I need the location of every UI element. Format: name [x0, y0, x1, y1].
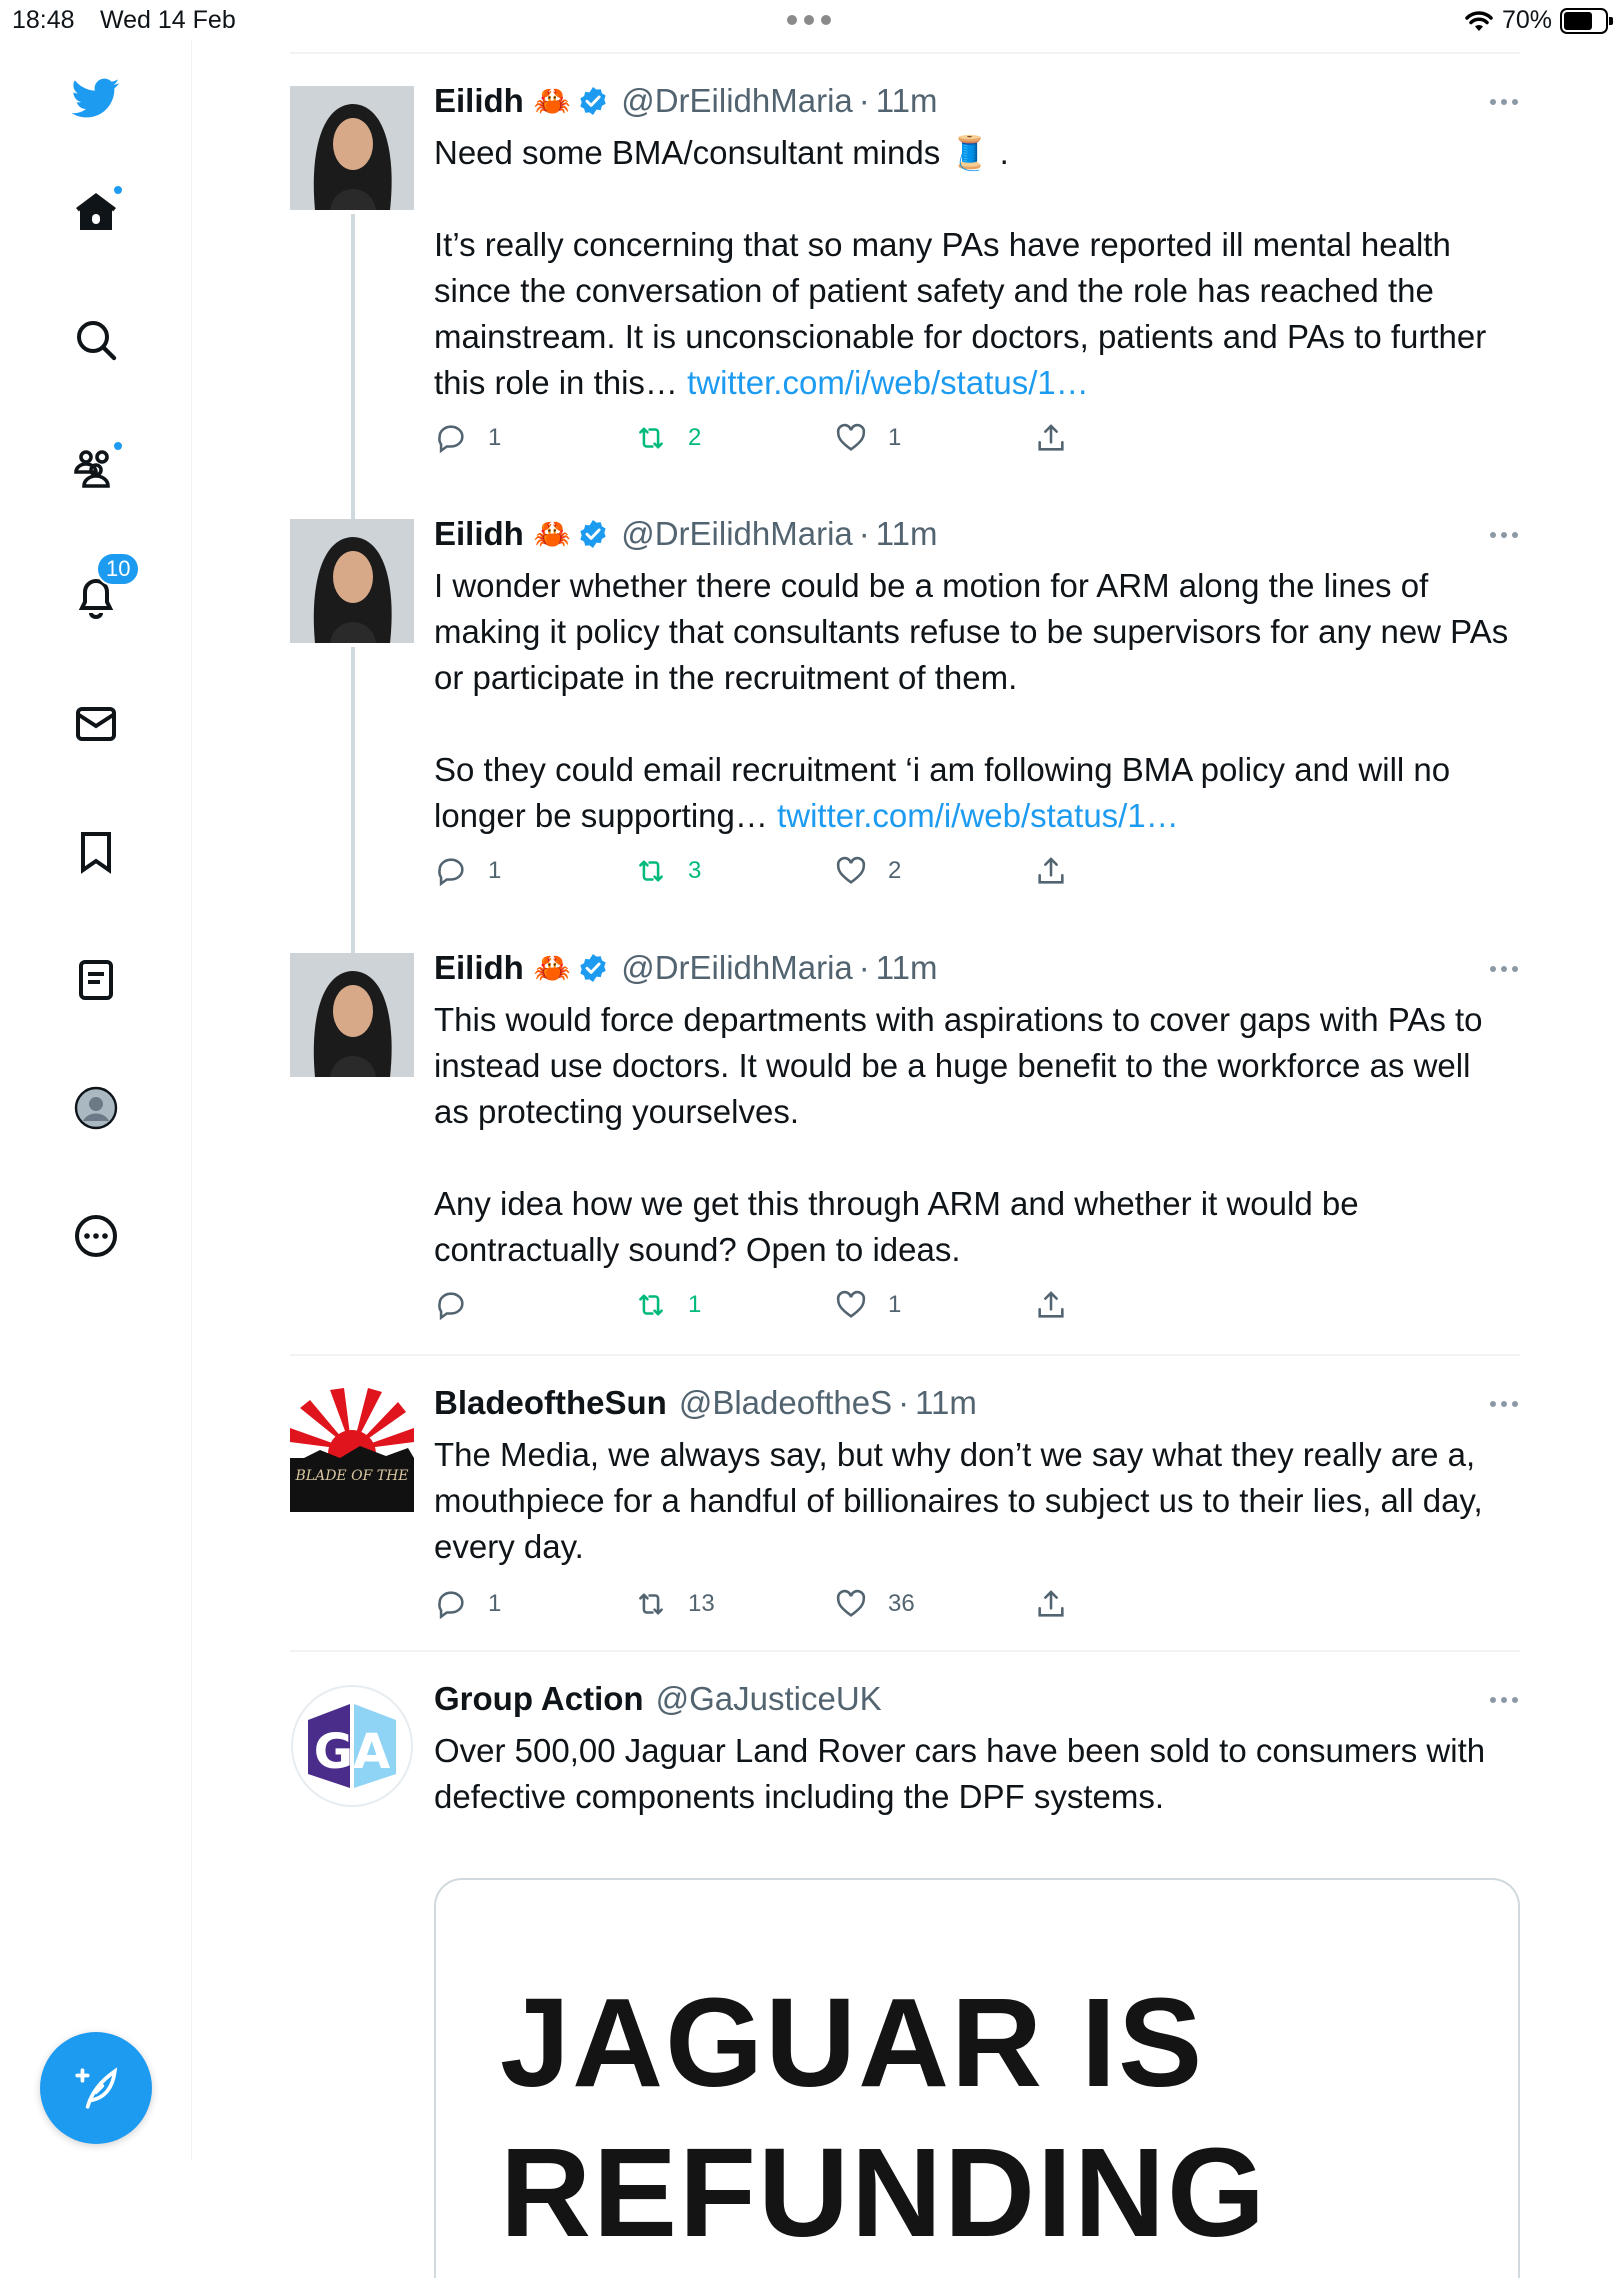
tweet-text	[434, 1728, 1514, 1820]
compose-tweet-button[interactable]	[40, 2032, 152, 2144]
lists-icon[interactable]	[66, 950, 126, 1010]
blade-avatar-text: BLADE OF THE	[295, 1468, 409, 1484]
reply-count: 1	[488, 424, 502, 451]
tweet-header: Eilidh 🦀 @DrEilidhMaria · 11m	[434, 82, 938, 119]
notifications-badge: 10	[96, 552, 140, 586]
tweet-time[interactable]: 11m	[875, 82, 938, 119]
like-button[interactable]	[834, 1584, 915, 1624]
tweet-header: BladeoftheSun @BladeoftheS · 11m	[434, 1384, 977, 1421]
status-bar	[0, 0, 1620, 40]
profile-avatar-icon[interactable]	[66, 1078, 126, 1138]
avatar[interactable]	[290, 1684, 414, 1808]
reply-button[interactable]	[434, 1285, 488, 1325]
status-date: Wed 14 Feb	[100, 6, 236, 34]
retweet-button[interactable]	[634, 851, 701, 891]
tweet-text-paragraph: It’s really concerning that so many PAs have reported ill mental health since the conversation of patient safety and the role has reached the mainstream. It is unconscionable for doctors, patients and PAs to further this role in this…	[434, 226, 1487, 401]
author-handle[interactable]: @GaJusticeUK	[655, 1680, 882, 1717]
wifi-icon	[1464, 9, 1494, 33]
retweet-count: 1	[688, 1291, 702, 1318]
retweet-button[interactable]	[634, 418, 701, 458]
reply-icon	[434, 1288, 468, 1322]
more-options-icon[interactable]	[66, 1206, 126, 1266]
tweet-actions	[434, 1584, 1134, 1624]
battery-icon	[1560, 8, 1608, 34]
author-handle[interactable]: @DrEilidhMaria	[621, 82, 853, 119]
tweet-more-icon[interactable]	[1488, 92, 1520, 112]
communities-unread-dot	[112, 440, 124, 452]
tweet-more-icon[interactable]	[1488, 1394, 1520, 1414]
tweet-text-paragraph: This would force departments with aspirations to cover gaps with PAs to instead use doctors. It would be a huge benefit to the workforce as well as protecting yourselves.	[434, 1001, 1483, 1130]
retweet-count: 13	[688, 1590, 715, 1617]
tweet-header: Eilidh 🦀 @DrEilidhMaria · 11m	[434, 949, 938, 986]
retweet-button[interactable]	[634, 1584, 715, 1624]
tweet-text	[434, 997, 1514, 1273]
twitter-logo-icon[interactable]	[66, 68, 126, 128]
thread-line	[351, 477, 355, 519]
tweet-text-paragraph: Any idea how we get this through ARM and whether it would be contractually sound? Open to ideas.	[434, 1185, 1359, 1268]
home-unread-dot	[112, 184, 124, 196]
reply-button[interactable]	[434, 1584, 501, 1624]
media-image-text	[500, 1968, 1267, 2268]
avatar[interactable]	[290, 86, 414, 210]
crab-emoji: 🦀	[533, 517, 572, 551]
thread-line	[351, 911, 355, 953]
tweet-header	[434, 1680, 882, 1718]
like-button[interactable]	[834, 1285, 901, 1325]
heart-icon	[834, 1288, 868, 1322]
author-handle[interactable]: @BladeoftheS	[678, 1384, 893, 1421]
tweet-time[interactable]: 11m	[915, 1384, 977, 1421]
tweet-link[interactable]: twitter.com/i/web/status/1…	[687, 364, 1089, 401]
tweet-link[interactable]: twitter.com/i/web/status/1…	[777, 797, 1179, 834]
tweet-text	[434, 563, 1514, 839]
retweet-icon	[634, 421, 668, 455]
tweet-text-paragraph: So they could email recruitment ‘i am following BMA policy and will no longer be supporting…	[434, 751, 1451, 834]
status-time: 18:48	[12, 6, 75, 34]
tweet-more-icon[interactable]	[1488, 525, 1520, 545]
share-icon	[1034, 854, 1068, 888]
share-icon	[1034, 1288, 1068, 1322]
like-button[interactable]	[834, 851, 901, 891]
reply-count: 1	[488, 1590, 502, 1617]
tweet-text-paragraph: The Media, we always say, but why don’t we say what they really are a, mouthpiece for a handful of billionaires to subject us to their lies, all day, every day.	[434, 1436, 1483, 1565]
author-name[interactable]: Eilidh	[434, 949, 524, 986]
search-icon[interactable]	[66, 310, 126, 370]
share-button[interactable]	[1034, 851, 1068, 891]
communities-icon[interactable]	[66, 438, 126, 498]
retweet-button[interactable]	[634, 1285, 701, 1325]
retweet-icon	[634, 1288, 668, 1322]
author-handle[interactable]: @DrEilidhMaria	[621, 949, 853, 986]
share-button[interactable]	[1034, 1584, 1068, 1624]
reply-button[interactable]	[434, 418, 501, 458]
multitasking-dots-icon[interactable]	[787, 8, 835, 32]
heart-icon	[834, 854, 868, 888]
share-icon	[1034, 1587, 1068, 1621]
retweet-count: 3	[688, 857, 702, 884]
avatar[interactable]	[290, 519, 414, 643]
reply-count: 1	[488, 857, 502, 884]
tweet-more-icon[interactable]	[1488, 959, 1520, 979]
reply-icon	[434, 421, 468, 455]
tweet-header: Eilidh 🦀 @DrEilidhMaria · 11m	[434, 515, 938, 552]
reply-icon	[434, 854, 468, 888]
media-text-line: REFUNDING	[500, 2122, 1267, 2263]
tweet-actions	[434, 418, 1134, 458]
tweet-actions	[434, 1285, 1134, 1325]
crab-emoji: 🦀	[533, 84, 572, 118]
bookmarks-icon[interactable]	[66, 822, 126, 882]
sidebar-nav	[0, 40, 192, 2160]
author-name[interactable]: Eilidh	[434, 82, 524, 119]
tweet-actions	[434, 851, 1134, 891]
heart-icon	[834, 1587, 868, 1621]
retweet-count: 2	[688, 424, 702, 451]
tweet-text	[434, 1432, 1514, 1570]
tweet[interactable]	[290, 1346, 1520, 1652]
tweet-text-paragraph: Over 500,00 Jaguar Land Rover cars have been sold to consumers with defective components including the DPF systems.	[434, 1732, 1486, 1815]
author-name[interactable]: BladeoftheSun	[434, 1384, 667, 1421]
like-count: 1	[888, 424, 902, 451]
share-button[interactable]	[1034, 418, 1068, 458]
verified-badge-icon	[577, 952, 609, 984]
reply-icon	[434, 1587, 468, 1621]
author-name[interactable]: Group Action	[434, 1680, 644, 1717]
share-button[interactable]	[1034, 1285, 1068, 1325]
notifications-icon[interactable]	[66, 556, 131, 626]
tweet[interactable]	[290, 1642, 1520, 2263]
retweet-icon	[634, 854, 668, 888]
crab-emoji: 🦀	[533, 951, 572, 985]
status-indicators	[1464, 6, 1608, 35]
tweet-more-icon[interactable]	[1488, 1690, 1520, 1710]
like-count: 36	[888, 1590, 915, 1617]
group-action-avatar-text: GA	[313, 1724, 391, 1780]
thread-line	[351, 647, 355, 911]
author-name[interactable]: Eilidh	[434, 515, 524, 552]
thread-line	[351, 214, 355, 477]
avatar[interactable]	[290, 953, 414, 1077]
tweet-text-paragraph: I wonder whether there could be a motion for ARM along the lines of making it policy that consultants refuse to be supervisors for any new PAs or participate in the recruitment of them.	[434, 567, 1509, 696]
share-icon	[1034, 421, 1068, 455]
verified-badge-icon	[577, 85, 609, 117]
heart-icon	[834, 421, 868, 455]
tweet-media-card[interactable]	[434, 1878, 1520, 2278]
tweet[interactable]	[290, 477, 1520, 911]
messages-icon[interactable]	[66, 694, 126, 754]
author-handle[interactable]: @DrEilidhMaria	[621, 515, 853, 552]
like-count: 1	[888, 1291, 902, 1318]
avatar[interactable]	[290, 1388, 414, 1512]
battery-percent: 70%	[1501, 6, 1552, 34]
tweet[interactable]	[290, 911, 1520, 1354]
tweet[interactable]	[290, 44, 1520, 477]
tweet-time[interactable]: 11m	[875, 949, 938, 986]
retweet-icon	[634, 1587, 668, 1621]
reply-button[interactable]	[434, 851, 501, 891]
media-text-line: JAGUAR IS	[500, 1972, 1205, 2113]
verified-badge-icon	[577, 518, 609, 550]
home-icon[interactable]	[66, 182, 126, 242]
tweet-text-paragraph: Need some BMA/consultant minds 🧵 .	[434, 134, 1009, 171]
tweet-text	[434, 130, 1514, 406]
like-button[interactable]	[834, 418, 901, 458]
like-count: 2	[888, 857, 902, 884]
tweet-time[interactable]: 11m	[875, 515, 938, 552]
